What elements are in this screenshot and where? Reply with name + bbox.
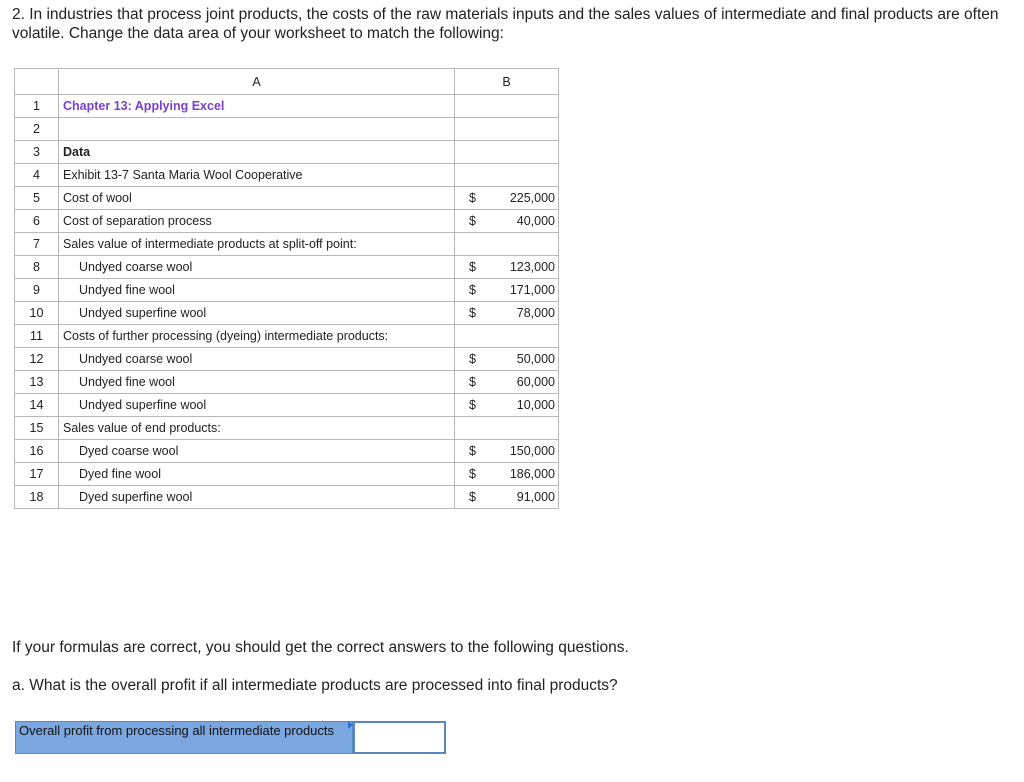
cell-a[interactable] [59,463,455,486]
cell-a[interactable] [59,164,455,187]
cell-b[interactable] [455,417,559,440]
cell-a-text: Cost of separation process [63,214,212,228]
sheet-row [15,371,559,394]
currency-symbol: $ [469,214,476,228]
sheet-row [15,233,559,256]
sheet-row [15,210,559,233]
row-number[interactable]: 4 [15,164,59,187]
sheet-row [15,164,559,187]
cell-b[interactable] [455,210,559,233]
cell-a[interactable] [59,417,455,440]
cell-b-content [455,375,558,389]
column-header-a[interactable]: A [59,69,455,95]
sheet-row [15,325,559,348]
cell-a-text: Dyed superfine wool [79,490,193,504]
row-number[interactable]: 14 [15,394,59,417]
row-number[interactable]: 8 [15,256,59,279]
sheet-row [15,417,559,440]
row-number[interactable]: 13 [15,371,59,394]
cell-b[interactable] [455,279,559,302]
cell-a[interactable] [59,348,455,371]
cell-b[interactable] [455,348,559,371]
sheet-row [15,302,559,325]
cell-a-text: Data [63,145,91,159]
currency-symbol: $ [469,490,476,504]
row-number[interactable]: 2 [15,118,59,141]
cell-a-text: Undyed superfine wool [79,306,207,320]
cell-a-text: Dyed fine wool [79,467,161,481]
cell-a[interactable] [59,256,455,279]
question-a-text: a. What is the overall profit if all intermediate products are processed into final products? [12,677,618,694]
row-number[interactable]: 5 [15,187,59,210]
cell-a[interactable] [59,371,455,394]
answer-row [15,721,446,754]
cell-a[interactable] [59,233,455,256]
cell-b-value: 171,000 [509,283,555,297]
answer-label: Overall profit from processing all intermediate products [15,721,353,754]
cell-b-value: 91,000 [516,490,555,504]
cell-b-content [455,398,558,412]
currency-symbol: $ [469,352,476,366]
cell-a[interactable] [59,95,455,118]
cell-a-text: Chapter 13: Applying Excel [63,99,225,113]
cell-b[interactable] [455,486,559,509]
cell-b[interactable] [455,440,559,463]
cell-b-value: 78,000 [516,306,555,320]
row-number[interactable]: 17 [15,463,59,486]
row-number[interactable]: 15 [15,417,59,440]
row-number[interactable]: 6 [15,210,59,233]
cell-a[interactable] [59,394,455,417]
currency-symbol: $ [469,191,476,205]
sheet-row [15,486,559,509]
followup-text: If your formulas are correct, you should get the correct answers to the following questions. [12,639,629,656]
corner-cell [15,69,59,95]
row-number[interactable]: 11 [15,325,59,348]
row-number[interactable]: 16 [15,440,59,463]
cell-a[interactable] [59,141,455,164]
cell-b[interactable] [455,371,559,394]
cell-b[interactable] [455,256,559,279]
cell-b-content [455,467,558,481]
overall-profit-input[interactable] [353,721,446,754]
currency-symbol: $ [469,260,476,274]
cell-b-value: 40,000 [516,214,555,228]
row-number[interactable]: 7 [15,233,59,256]
currency-symbol: $ [469,306,476,320]
cell-b-content [455,283,558,297]
cell-b-content [455,306,558,320]
cell-b-value: 186,000 [509,467,555,481]
cell-b[interactable] [455,233,559,256]
sheet-row [15,279,559,302]
sheet-row [15,256,559,279]
cell-a-text: Sales value of end products: [63,421,221,435]
cell-a[interactable] [59,210,455,233]
cell-a[interactable] [59,118,455,141]
row-number[interactable]: 9 [15,279,59,302]
cell-b-value: 150,000 [509,444,555,458]
cell-a-text: Undyed fine wool [79,283,175,297]
cell-b[interactable] [455,394,559,417]
sheet-row [15,348,559,371]
cell-b[interactable] [455,164,559,187]
cell-b[interactable] [455,302,559,325]
cell-b[interactable] [455,325,559,348]
cell-a[interactable] [59,279,455,302]
cell-a-text: Costs of further processing (dyeing) intermediate products: [63,329,389,343]
cell-b[interactable] [455,95,559,118]
currency-symbol: $ [469,444,476,458]
currency-symbol: $ [469,467,476,481]
row-number[interactable]: 10 [15,302,59,325]
cell-a-text: Undyed superfine wool [79,398,207,412]
cell-a-text: Undyed coarse wool [79,352,193,366]
row-number[interactable]: 18 [15,486,59,509]
cell-b-content [455,352,558,366]
cell-a-text: Sales value of intermediate products at split-off point: [63,237,357,251]
cell-a[interactable] [59,440,455,463]
cell-a-text: Exhibit 13-7 Santa Maria Wool Cooperative [63,168,303,182]
cell-a-text: Cost of wool [63,191,132,205]
column-header-b[interactable]: B [455,69,559,95]
cell-a[interactable] [59,187,455,210]
cell-b-value: 225,000 [509,191,555,205]
cell-b[interactable] [455,118,559,141]
cell-a-text: Dyed coarse wool [79,444,179,458]
cell-b-value: 60,000 [516,375,555,389]
cell-b[interactable] [455,463,559,486]
currency-symbol: $ [469,375,476,389]
cell-b[interactable] [455,187,559,210]
cell-a[interactable] [59,325,455,348]
row-number[interactable]: 1 [15,95,59,118]
cell-b-value: 50,000 [516,352,555,366]
cell-b-value: 123,000 [509,260,555,274]
sheet-row [15,187,559,210]
row-number[interactable]: 3 [15,141,59,164]
cell-b-content [455,191,558,205]
currency-symbol: $ [469,283,476,297]
cell-b-content [455,214,558,228]
question-text: 2. In industries that process joint products, the costs of the raw materials inputs and the sales values of intermediate and final products are often volatile. Change the data area of your worksheet to match the following: [12,6,999,42]
currency-symbol: $ [469,398,476,412]
cell-b-content [455,490,558,504]
sheet-row [15,394,559,417]
row-number[interactable]: 12 [15,348,59,371]
cell-b-value: 10,000 [516,398,555,412]
sheet-row [15,118,559,141]
spreadsheet-table [14,68,559,509]
cell-a-text: Undyed fine wool [79,375,175,389]
cell-b[interactable] [455,141,559,164]
cell-a[interactable] [59,486,455,509]
sheet-row [15,95,559,118]
sheet-row [15,440,559,463]
cell-b-content [455,260,558,274]
sheet-row [15,141,559,164]
cell-a[interactable] [59,302,455,325]
cell-b-content [455,444,558,458]
column-header-row [15,69,559,95]
cell-a-text: Undyed coarse wool [79,260,193,274]
sheet-row [15,463,559,486]
